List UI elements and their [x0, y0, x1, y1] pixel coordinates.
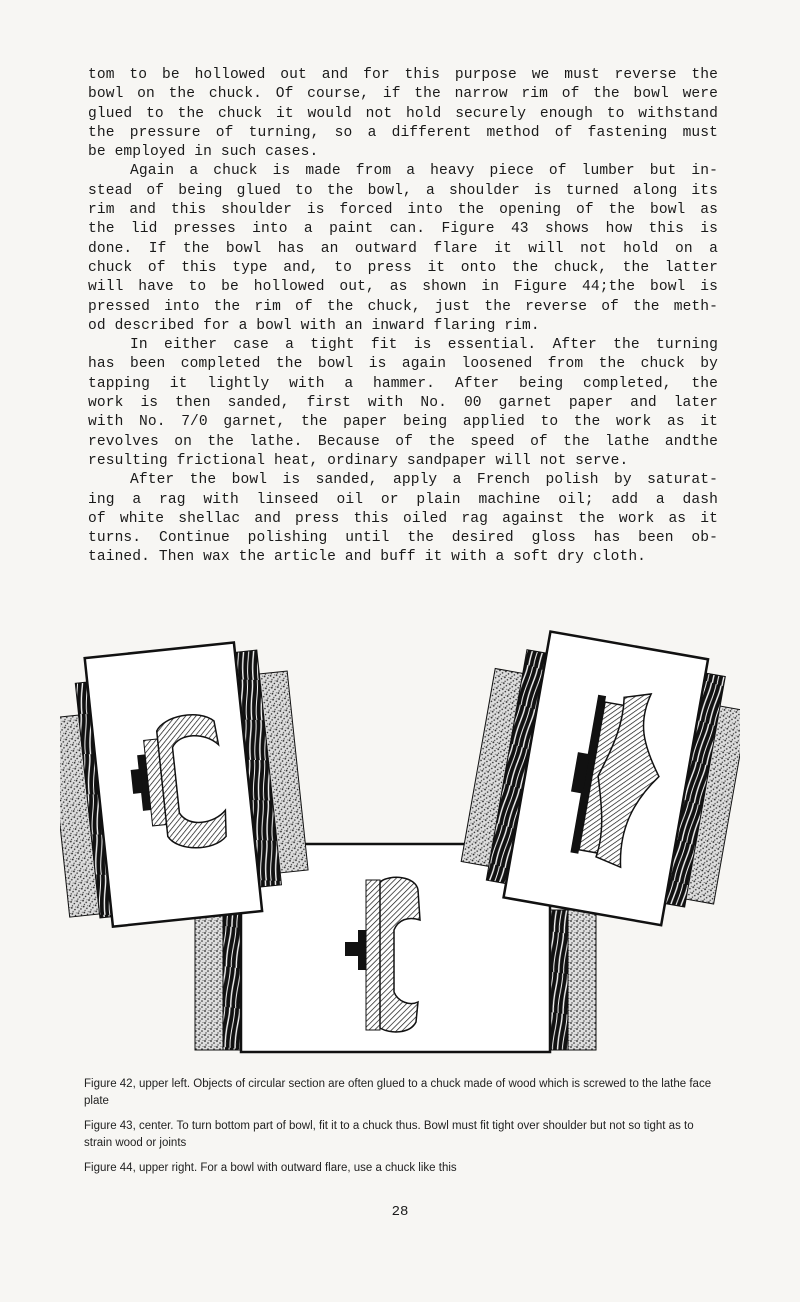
text-line: stead of being glued to the bowl, a shoulder is turned along its [88, 182, 718, 199]
text-line: with No. 7/0 garnet, the paper being applied to the work as it [88, 414, 718, 431]
text-line: tapping it lightly with a hammer. After being completed, the [88, 375, 718, 392]
page-number: 28 [391, 1204, 409, 1220]
text-line: done. If the bowl has an outward flare it will not hold on a [88, 240, 718, 257]
caption-figure-42: Figure 42, upper left. Objects of circular section are often glued to a chuck made of wood which is screwed to the lathe face plate [84, 1078, 712, 1107]
text-line: rim and this shoulder is forced into the opening of the bowl as [88, 202, 718, 219]
text-line: the pressure of turning, so a different method of fastening must [88, 124, 718, 141]
figures-42-43-44-illustration [60, 620, 740, 1060]
text-line: work is then sanded, first with No. 00 garnet paper and later [88, 395, 718, 412]
figure-captions [84, 1076, 724, 1185]
text-line: the lid presses into a paint can. Figure 43 shows how this is [88, 221, 718, 238]
text-line: resulting frictional heat, ordinary sandpaper will not serve. [88, 452, 629, 469]
caption-figure-43: Figure 43, center. To turn bottom part of bowl, fit it to a chuck thus. Bowl must fit tight over shoulder but not so tight as to strain wood or joints [84, 1120, 694, 1149]
text-line: In either case a tight fit is essential. After the turning [130, 337, 718, 354]
text-line: tom to be hollowed out and for this purpose we must reverse the [88, 67, 718, 83]
text-line: tained. Then wax the article and buff it with a soft dry cloth. [88, 549, 647, 566]
body-text [88, 66, 718, 568]
text-line: has been completed the bowl is again loosened from the chuck by [88, 356, 718, 373]
text-line: chuck of this type and, to press it onto the chuck, the latter [88, 259, 718, 276]
text-line: ing a rag with linseed oil or plain machine oil; add a dash [88, 491, 718, 508]
text-line: Again a chuck is made from a heavy piece of lumber but in- [130, 163, 718, 180]
text-line: After the bowl is sanded, apply a French polish by saturat- [130, 472, 718, 489]
text-line: revolves on the lathe. Because of the speed of the lathe andthe [88, 433, 718, 450]
text-line: be employed in such cases. [88, 144, 319, 161]
text-line: of white shellac and press this oiled rag against the work as it [88, 510, 718, 527]
text-line: turns. Continue polishing until the desired gloss has been ob- [88, 530, 718, 547]
text-line: will have to be hollowed out, as shown in Figure 44;the bowl is [88, 279, 718, 296]
text-line: od described for a bowl with an inward flaring rim. [88, 317, 540, 334]
text-line: pressed into the rim of the chuck, just the reverse of the meth- [88, 298, 718, 315]
caption-figure-44: Figure 44, upper right. For a bowl with outward flare, use a chuck like this [84, 1162, 457, 1174]
text-line: bowl on the chuck. Of course, if the narrow rim of the bowl were [88, 86, 718, 103]
text-line: glued to the chuck it would not hold securely enough to withstand [88, 105, 718, 122]
